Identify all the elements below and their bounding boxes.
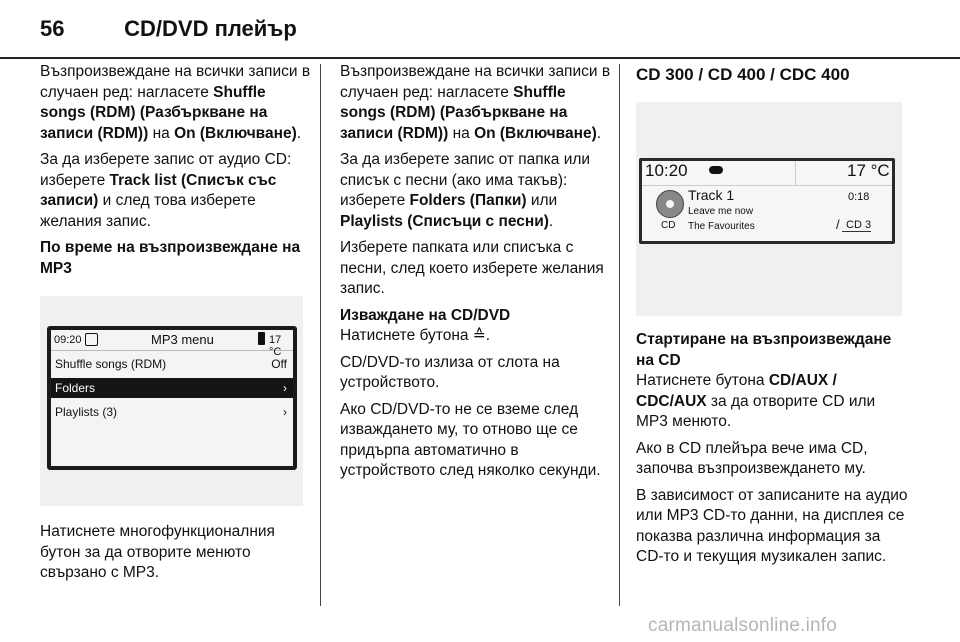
header-rule [0,57,960,59]
mp3-icon [85,333,98,346]
column-1-bottom [40,522,312,590]
text: Възпроизвеждане на всички записи в случаен ред: нагласете [40,63,311,101]
display-screen [642,161,892,241]
folder-paragraph [340,150,612,232]
auto-retract-paragraph: Ако CD/DVD-то не се вземе след изваждането му, то отново ще се придърпа автоматично в устройството след няколко секунди. [340,400,601,479]
text: За да изберете запис от аудио CD: изберете [40,151,292,189]
shuffle-setting-label: Shuffle songs (RDM) (Разбъркване на записи (RDM)) [40,83,268,142]
tracklist-label: Track list (Списък със записи) [40,171,277,209]
on-label: On (Включване) [474,124,597,142]
ejects-paragraph: CD/DVD-то излиза от слота на устройството. [340,353,560,391]
display-info-paragraph: В зависимост от записаните на аудио или MP3 CD-то данни, на дисплея се показва различна информация за CD-то и текущия музикален запис. [636,486,908,565]
text: на [148,124,175,142]
menu-item-label: Playlists (3) [55,405,118,419]
temperature: 17 °C [269,334,282,358]
column-divider-1 [320,64,321,606]
column-3-bottom [636,330,911,574]
display-screen [51,330,293,466]
column-divider-2 [619,64,620,606]
text: . [548,212,554,230]
start-playback-heading: Стартиране на възпроизвеждане на CD [636,331,892,369]
menu-item-playlists [51,402,293,422]
playlists-label: Playlists (Списъци с песни) [340,212,549,230]
mp3-menu-screenshot [40,296,303,506]
eject-paragraph: Натиснете бутона ≙. [340,327,491,344]
divider [795,161,796,185]
divider [642,185,892,186]
text: или [526,192,558,209]
text: Натиснете бутона [636,372,769,389]
cd-present-paragraph: Ако в CD плейъра вече има CD, започва възпроизвеждането му. [636,439,868,477]
track-artist: Leave me now [688,206,754,217]
shuffle-paragraph [40,62,312,144]
tracklist-paragraph [40,150,312,232]
text: за да отворите CD или MP3 менюто. [636,392,876,430]
on-label: On (Включване) [174,124,297,142]
cd-disc-icon [656,190,684,218]
chevron-right-icon: › [283,381,287,395]
menu-status-bar [51,330,293,358]
text: . [296,124,302,142]
text: на [448,124,475,142]
mp3-heading: По време на възпроизвеждане на MP3 [40,239,301,277]
mp3-menu-paragraph: Натиснете многофункционалния бутон за да отворите менюто свързано с MP3. [40,523,275,581]
watermark: carmanualsonline.info [648,615,838,636]
display-bezel [47,326,297,470]
menu-item-value: Off [271,357,287,371]
display-bezel [639,158,895,244]
folders-label: Folders (Папки) [409,192,527,209]
temperature: 17 °C [847,161,890,180]
cd-display-screenshot [636,102,902,316]
menu-item-label: Shuffle songs (RDM) [55,357,167,371]
models-heading: CD 300 / CD 400 / CDC 400 [636,65,850,84]
page-number: 56 [40,16,65,41]
page-header [40,16,297,42]
column-3 [636,62,911,86]
cd-aux-label: CD/AUX / CDC/AUX [636,372,837,410]
menu-item-label: Folders [55,381,96,395]
text: и след това изберете желания запис. [40,192,256,230]
shuffle-setting-label: Shuffle songs (RDM) (Разбъркване на записи (RDM)) [340,83,568,142]
menu-item-shuffle [51,354,293,374]
cd-label: CD [661,220,676,231]
source-indicator: / CD 3 [842,219,871,232]
audio-icon [709,166,723,174]
column-2 [340,62,612,488]
select-paragraph: Изберете папката или списъка с песни, след което изберете желания запис. [340,239,604,297]
elapsed-time: 0:18 [848,191,870,203]
shuffle-paragraph [340,62,612,144]
text: За да изберете запис от папка или списък с песни (ако има такъв): изберете [340,151,591,209]
chevron-right-icon: › [283,405,287,419]
track-album: The Favourites [688,221,755,232]
clock: 10:20 [645,161,688,180]
column-1 [40,62,312,279]
cd-aux-paragraph [636,371,911,433]
menu-title: MP3 menu [151,332,214,347]
page-title: CD/DVD плейър [124,16,297,41]
phone-icon [258,332,265,345]
text: Възпроизвеждане на всички записи в случаен ред: нагласете [340,63,611,101]
track-title: Track 1 [688,187,735,203]
text: . [596,124,602,142]
eject-heading: Изваждане на CD/DVD [340,306,511,324]
clock: 09:20 [54,334,82,346]
menu-item-folders [51,378,293,398]
